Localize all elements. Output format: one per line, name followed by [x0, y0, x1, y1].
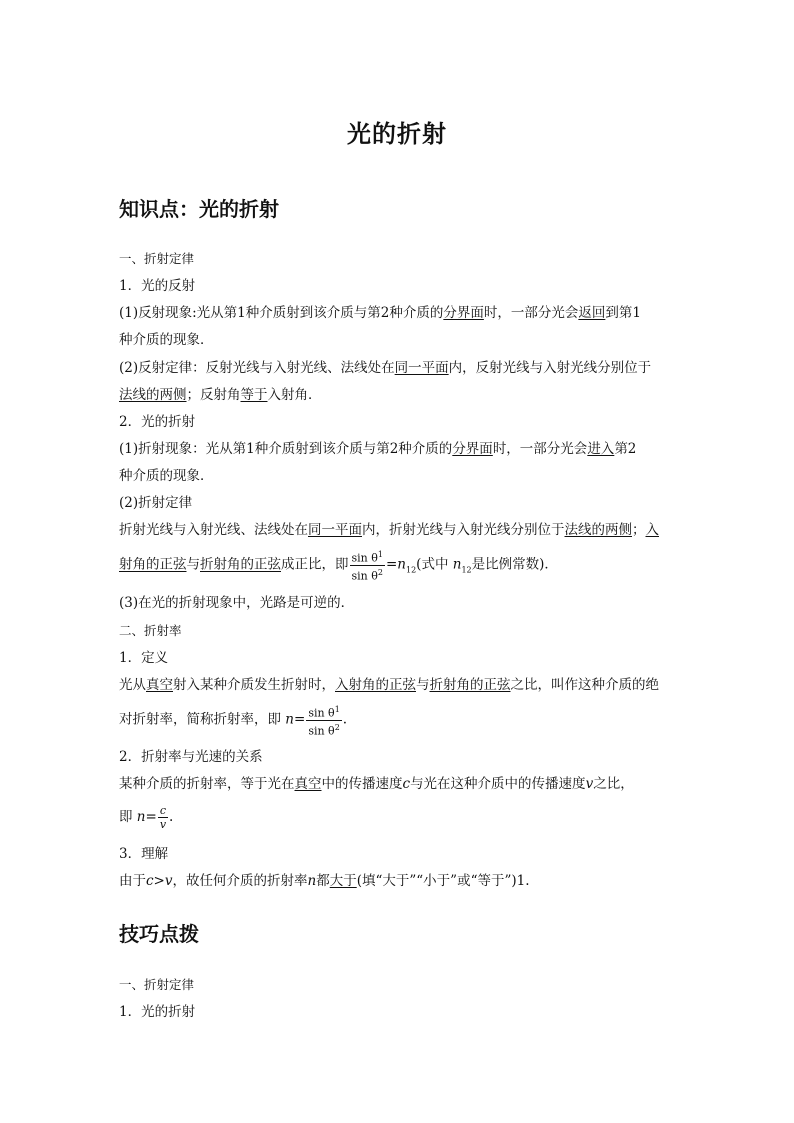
paragraph-relation	[119, 775, 679, 793]
text: 折射光线与入射光线、法线处在	[119, 522, 308, 538]
superscript: 2	[377, 567, 383, 577]
text: sin θ	[351, 551, 378, 565]
text: ；反射角	[186, 387, 241, 403]
math-var: n	[397, 556, 406, 573]
text: 入射角．	[267, 387, 322, 403]
underlined-answer: 真空	[294, 776, 322, 792]
underlined-answer: 进入	[587, 441, 615, 457]
text: 成正比，即	[281, 556, 349, 573]
subsection-title-refraction-2: 1．光的折射	[119, 1004, 196, 1020]
paragraph-refraction-phenomenon-cont: 种介质的现象．	[119, 468, 214, 484]
underlined-answer: 等于	[240, 387, 268, 403]
paragraph-understanding	[119, 872, 679, 890]
underlined-answer: 大于	[329, 873, 357, 889]
paragraph-definition	[119, 676, 679, 694]
paragraph-reflection-phenomenon-cont: 种介质的现象．	[119, 332, 214, 348]
subscript: 12	[405, 565, 417, 575]
paragraph-reversible: (3)在光的折射现象中，光路是可逆的．	[119, 595, 355, 611]
math-var: c	[402, 776, 411, 792]
math-expression: c>v	[146, 873, 173, 889]
text: =	[385, 556, 398, 573]
math-var: v	[585, 776, 594, 792]
subscript: 12	[461, 565, 472, 575]
math-var: n	[307, 873, 317, 889]
section-heading-knowledge: 知识点：光的折射	[119, 197, 279, 221]
text: 即	[119, 809, 137, 825]
text: ；	[632, 522, 646, 538]
fraction-denominator	[350, 566, 385, 583]
text: 到第1	[605, 305, 641, 321]
text: 某种介质的折射率，等于光在	[119, 776, 295, 792]
subsection-title-reflection: 1．光的反射	[119, 278, 196, 294]
text: sin θ	[351, 569, 378, 583]
part-title-refractive-index: 二、折射率	[119, 623, 182, 638]
part-title-refraction-law-2: 一、折射定律	[119, 977, 195, 992]
text: 内，反射光线与入射光线分别位于	[448, 360, 652, 376]
text: (填“大于”“小于”或“等于”)1.	[356, 873, 530, 889]
subsection-title-refraction: 2．光的折射	[119, 414, 196, 430]
text: 之比，叫作这种介质的绝	[510, 677, 659, 693]
fraction-denominator	[306, 721, 341, 738]
text: 由于	[119, 873, 146, 889]
text: 第2	[614, 441, 637, 457]
text: 与光在这种介质中的传播速度	[410, 776, 586, 792]
math-var: n	[285, 711, 294, 728]
underlined-answer: 入	[645, 522, 659, 538]
text: 时，一部分光会	[483, 305, 579, 321]
text: =	[294, 711, 306, 728]
math-var: n	[452, 556, 462, 573]
subsection-title-relation: 2．折射率与光速的关系	[119, 749, 263, 765]
subsection-title-understanding: 3．理解	[119, 846, 169, 862]
underlined-answer: 入射角的正弦	[335, 677, 416, 693]
text: 内，折射光线与入射光线分别位于	[362, 522, 565, 538]
snell-fraction	[350, 548, 385, 582]
text: 时，一部分光会	[492, 441, 588, 457]
text: (1)反射现象:光从第1种介质射到该介质与第2种介质的	[119, 305, 444, 321]
section-heading-tips: 技巧点拨	[119, 922, 199, 946]
underlined-answer: 同一平面	[308, 522, 362, 538]
underlined-answer: 同一平面	[394, 360, 449, 376]
paragraph-refraction-law	[119, 521, 679, 539]
paragraph-relation-cont	[119, 802, 679, 832]
text: 对折射率，简称折射率，即	[119, 711, 286, 728]
text: 是比例常数)．	[471, 556, 558, 573]
page-title: 光的折射	[347, 120, 447, 148]
fraction-numerator: c	[158, 804, 168, 818]
underlined-answer: 分界面	[443, 305, 484, 321]
superscript: 1	[377, 550, 383, 559]
text: sin θ	[308, 724, 335, 738]
refraction-law-title: (2)折射定律	[119, 495, 193, 511]
part-title-refraction-law: 一、折射定律	[119, 251, 195, 266]
index-fraction	[306, 703, 341, 737]
text: 射入某种介质发生折射时，	[173, 677, 335, 693]
underlined-answer: 折射角的正弦	[429, 677, 511, 693]
subsection-title-definition: 1．定义	[119, 650, 169, 666]
speed-fraction	[158, 804, 168, 831]
text: =	[145, 809, 157, 825]
text: 中的传播速度	[321, 776, 403, 792]
fraction-denominator: v	[159, 818, 167, 831]
underlined-answer: 真空	[146, 677, 173, 693]
text: 光从	[119, 677, 146, 693]
text: (式中	[416, 556, 453, 573]
text: .	[342, 711, 348, 728]
underlined-answer: 法线的两侧	[564, 522, 632, 538]
text: sin θ	[308, 706, 335, 720]
paragraph-reflection-phenomenon	[119, 304, 679, 322]
paragraph-refraction-phenomenon	[119, 440, 679, 458]
math-var: n	[136, 809, 146, 825]
paragraph-reflection-law-cont	[119, 386, 679, 404]
fraction-numerator	[306, 703, 341, 721]
paragraph-definition-cont	[119, 703, 679, 737]
text: 与	[416, 677, 430, 693]
paragraph-refraction-law-cont	[119, 548, 679, 585]
text: 都	[316, 873, 330, 889]
fraction-numerator	[350, 548, 385, 566]
text: (1)折射现象：光从第1种介质射到该介质与第2种介质的	[119, 441, 453, 457]
text: .	[169, 809, 174, 825]
underlined-answer: 射角的正弦	[119, 556, 187, 573]
underlined-answer: 分界面	[452, 441, 493, 457]
paragraph-reflection-law	[119, 359, 679, 377]
underlined-answer: 法线的两侧	[119, 387, 187, 403]
superscript: 1	[334, 705, 340, 714]
superscript: 2	[334, 722, 340, 732]
text: 与	[186, 556, 200, 573]
text: ，故任何介质的折射率	[172, 873, 308, 889]
underlined-answer: 返回	[578, 305, 606, 321]
underlined-answer: 折射角的正弦	[200, 556, 281, 573]
text: (2)反射定律：反射光线与入射光线、法线处在	[119, 360, 395, 376]
text: 之比，	[593, 776, 634, 792]
